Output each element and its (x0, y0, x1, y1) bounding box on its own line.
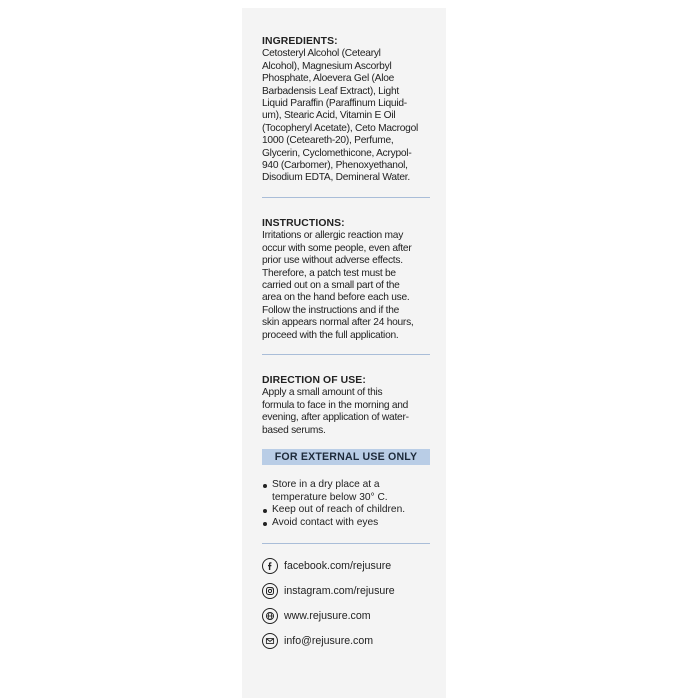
ingredients-line: Cetosteryl Alcohol (Cetearyl (262, 48, 381, 60)
contact-website[interactable] (262, 608, 430, 624)
instructions-line: area on the hand before each use. (262, 292, 410, 304)
ingredients-heading: INGREDIENTS: (262, 36, 338, 47)
ingredients-line: Disodium EDTA, Demineral Water. (262, 172, 410, 184)
direction-line: based serums. (262, 424, 326, 436)
instructions-line: skin appears normal after 24 hours, (262, 317, 414, 329)
facebook-icon (262, 558, 278, 574)
instructions-line: prior use without adverse effects. (262, 255, 403, 267)
ingredients-line: 940 (Carbomer), Phenoxyethanol, (262, 160, 408, 172)
contact-label: info@rejusure.com (284, 634, 374, 647)
bullet-icon (263, 484, 267, 488)
bullet-icon (263, 522, 267, 526)
list-item (262, 504, 430, 516)
direction-section (262, 375, 430, 437)
ingredients-line: Liquid Paraffin (Paraffinum Liquid- (262, 98, 407, 110)
ingredients-line: um), Stearic Acid, Vitamin E Oil (262, 110, 396, 122)
contact-list (262, 558, 430, 649)
instructions-line: Therefore, a patch test must be (262, 267, 396, 279)
external-use-badge: FOR EXTERNAL USE ONLY (262, 449, 430, 465)
divider (262, 197, 430, 198)
contact-label: facebook.com/rejusure (284, 559, 392, 572)
list-item (262, 517, 430, 529)
ingredients-section (262, 36, 430, 185)
instructions-line: occur with some people, even after (262, 242, 412, 254)
instructions-line: carried out on a small part of the (262, 279, 400, 291)
storage-notes (262, 479, 430, 529)
direction-heading: DIRECTION OF USE: (262, 374, 366, 386)
ingredients-line: Phosphate, Aloevera Gel (Aloe (262, 73, 395, 85)
bullet-icon (263, 509, 267, 513)
direction-text (262, 387, 430, 437)
instructions-line: Follow the instructions and if the (262, 304, 400, 316)
instructions-line: Irritations or allergic reaction may (262, 230, 404, 242)
divider (262, 354, 430, 355)
direction-line: Apply a small amount of this (262, 387, 383, 399)
direction-line: formula to face in the morning and (262, 399, 409, 411)
note-text: Avoid contact with eyes (272, 516, 379, 528)
mail-icon (262, 633, 278, 649)
contact-facebook[interactable] (262, 558, 430, 574)
instructions-section (262, 218, 430, 342)
label-content (262, 36, 430, 658)
list-item (262, 479, 430, 504)
instructions-heading: INSTRUCTIONS: (262, 217, 345, 229)
contact-label: www.rejusure.com (284, 609, 371, 622)
note-text: Store in a dry place at a temperature below 30° C. (272, 479, 388, 503)
instructions-line: proceed with the full application. (262, 329, 399, 341)
globe-icon (262, 608, 278, 624)
direction-line: evening, after application of water- (262, 412, 409, 424)
ingredients-line: Barbadensis Leaf Extract), Light (262, 85, 399, 97)
instructions-text (262, 230, 430, 342)
contact-label: instagram.com/rejusure (284, 584, 395, 597)
ingredients-line: Alcohol), Magnesium Ascorbyl (262, 60, 392, 72)
ingredients-line: Glycerin, Cyclomethicone, Acrypol- (262, 147, 412, 159)
ingredients-text (262, 48, 430, 184)
note-text: Keep out of reach of children. (272, 504, 406, 516)
contact-email[interactable] (262, 633, 430, 649)
contact-instagram[interactable] (262, 583, 430, 599)
instagram-icon (262, 583, 278, 599)
divider (262, 543, 430, 544)
ingredients-line: 1000 (Ceteareth-20), Perfume, (262, 135, 394, 147)
ingredients-line: (Tocopheryl Acetate), Ceto Macrogol (262, 122, 419, 134)
